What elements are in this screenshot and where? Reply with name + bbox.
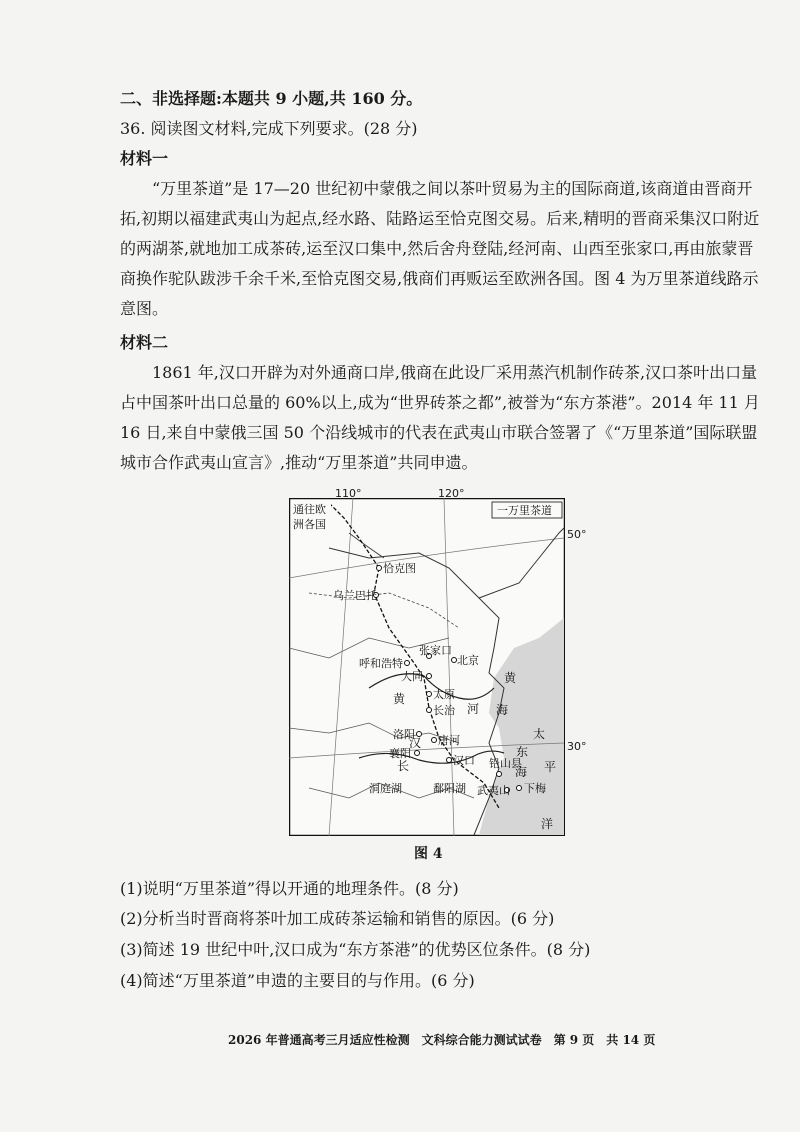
feature-huang-sea: 黄 (504, 671, 517, 685)
feature-yang: 洋 (541, 817, 554, 831)
map-legend: 一万里茶道 (497, 504, 552, 517)
map-lon-120: 120° (438, 487, 465, 500)
material1-text: “万里茶道”是 17—20 世纪初中蒙俄之间以茶叶贸易为主的国际商道,该商道由晋商开拓,初期以福建武夷山为起点,经水路、陆路运至恰克图交易。后来,精明的晋商采集汉口附近的两湖茶,就地加工成茶砖,运至汉口集中,然后舍舟登陆,经河南、山西至张家口,再由旅蒙晋商换作驼队跋涉千余千米,至恰克图交易,俄商们再贩运至欧洲各国。图 4 为万里茶道线路示意图。 (120, 179, 760, 318)
material1-heading: 材料一 (120, 149, 169, 168)
feature-he: 河 (467, 702, 480, 716)
city-wulanbatuo: 乌兰巴托 (333, 589, 377, 602)
lake-dongtinghu: 洞庭湖 (369, 782, 402, 795)
city-datong: 大同 (401, 670, 423, 683)
map-caption: 图 4 (414, 846, 443, 862)
map-corner-note-2: 洲各国 (293, 518, 326, 531)
question-2: (2)分析当时晋商将茶叶加工成砖茶运输和销售的原因。(6 分) (120, 909, 555, 928)
map-corner-note-1: 通往欧 (293, 503, 326, 516)
city-zhangjiakou: 张家口 (419, 644, 452, 657)
map-lat-30: 30° (567, 740, 587, 753)
question-3: (3)简述 19 世纪中叶,汉口成为“东方茶港”的优势区位条件。(8 分) (120, 940, 591, 959)
feature-chang: 长 (397, 759, 410, 773)
feature-tai: 太 (533, 727, 546, 741)
city-taiyuan: 太原 (433, 688, 455, 701)
page-footer: 2026 年普通高考三月适应性检测 文科综合能力测试试卷 第 9 页 共 14 页 (228, 1033, 656, 1047)
map-lon-110: 110° (335, 487, 362, 500)
feature-huang1: 黄 (393, 692, 406, 706)
city-huhehaote: 呼和浩特 (359, 657, 403, 670)
feature-ping: 平 (544, 760, 557, 774)
city-hankou: 汉口 (453, 754, 475, 767)
map-lat-50: 50° (567, 528, 587, 541)
city-beijing: 北京 (457, 654, 479, 667)
feature-hai1: 海 (496, 703, 509, 717)
city-changzhi: 长治 (433, 704, 455, 717)
material2-heading: 材料二 (120, 333, 169, 352)
city-wuyishan: 武夷山 (477, 784, 510, 797)
feature-hai2: 海 (515, 765, 528, 779)
section-title: 二、非选择题:本题共 9 小题,共 160 分。 (120, 89, 423, 108)
city-qiaketu: 恰克图 (383, 562, 416, 575)
lake-poyanghu: 鄱阳湖 (433, 782, 466, 795)
city-luoyang: 洛阳 (393, 728, 415, 741)
question-1: (1)说明“万里茶道”得以开通的地理条件。(8 分) (120, 879, 459, 898)
feature-han: 汉 (409, 736, 422, 750)
city-xiangyang: 襄阳 (389, 747, 411, 760)
tea-road-map (289, 498, 565, 836)
city-tanghe: 唐河 (438, 734, 460, 747)
question-4: (4)简述“万里茶道”申遗的主要目的与作用。(6 分) (120, 971, 475, 990)
city-yanshan: 铅山县 (489, 757, 522, 770)
material2-paragraph (120, 358, 760, 478)
question-intro: 36. 阅读图文材料,完成下列要求。(28 分) (120, 119, 418, 138)
material2-text: 1861 年,汉口开辟为对外通商口岸,俄商在此设厂采用蒸汽机制作砖茶,汉口茶叶出口量占中国茶叶出口总量的 60%以上,成为“世界砖茶之都”,被誉为“东方茶港”。2014 年 11 月 16 日,来自中蒙俄三国 50 个沿线城市的代表在武夷山市联合签署了《“万里茶道”国际联盟城市合作武夷山宣言》,推动“万里茶道”共同申遗。 (120, 363, 760, 472)
city-xiamei: 下梅 (524, 782, 546, 795)
material1-paragraph (120, 174, 760, 324)
feature-dong: 东 (516, 745, 529, 759)
